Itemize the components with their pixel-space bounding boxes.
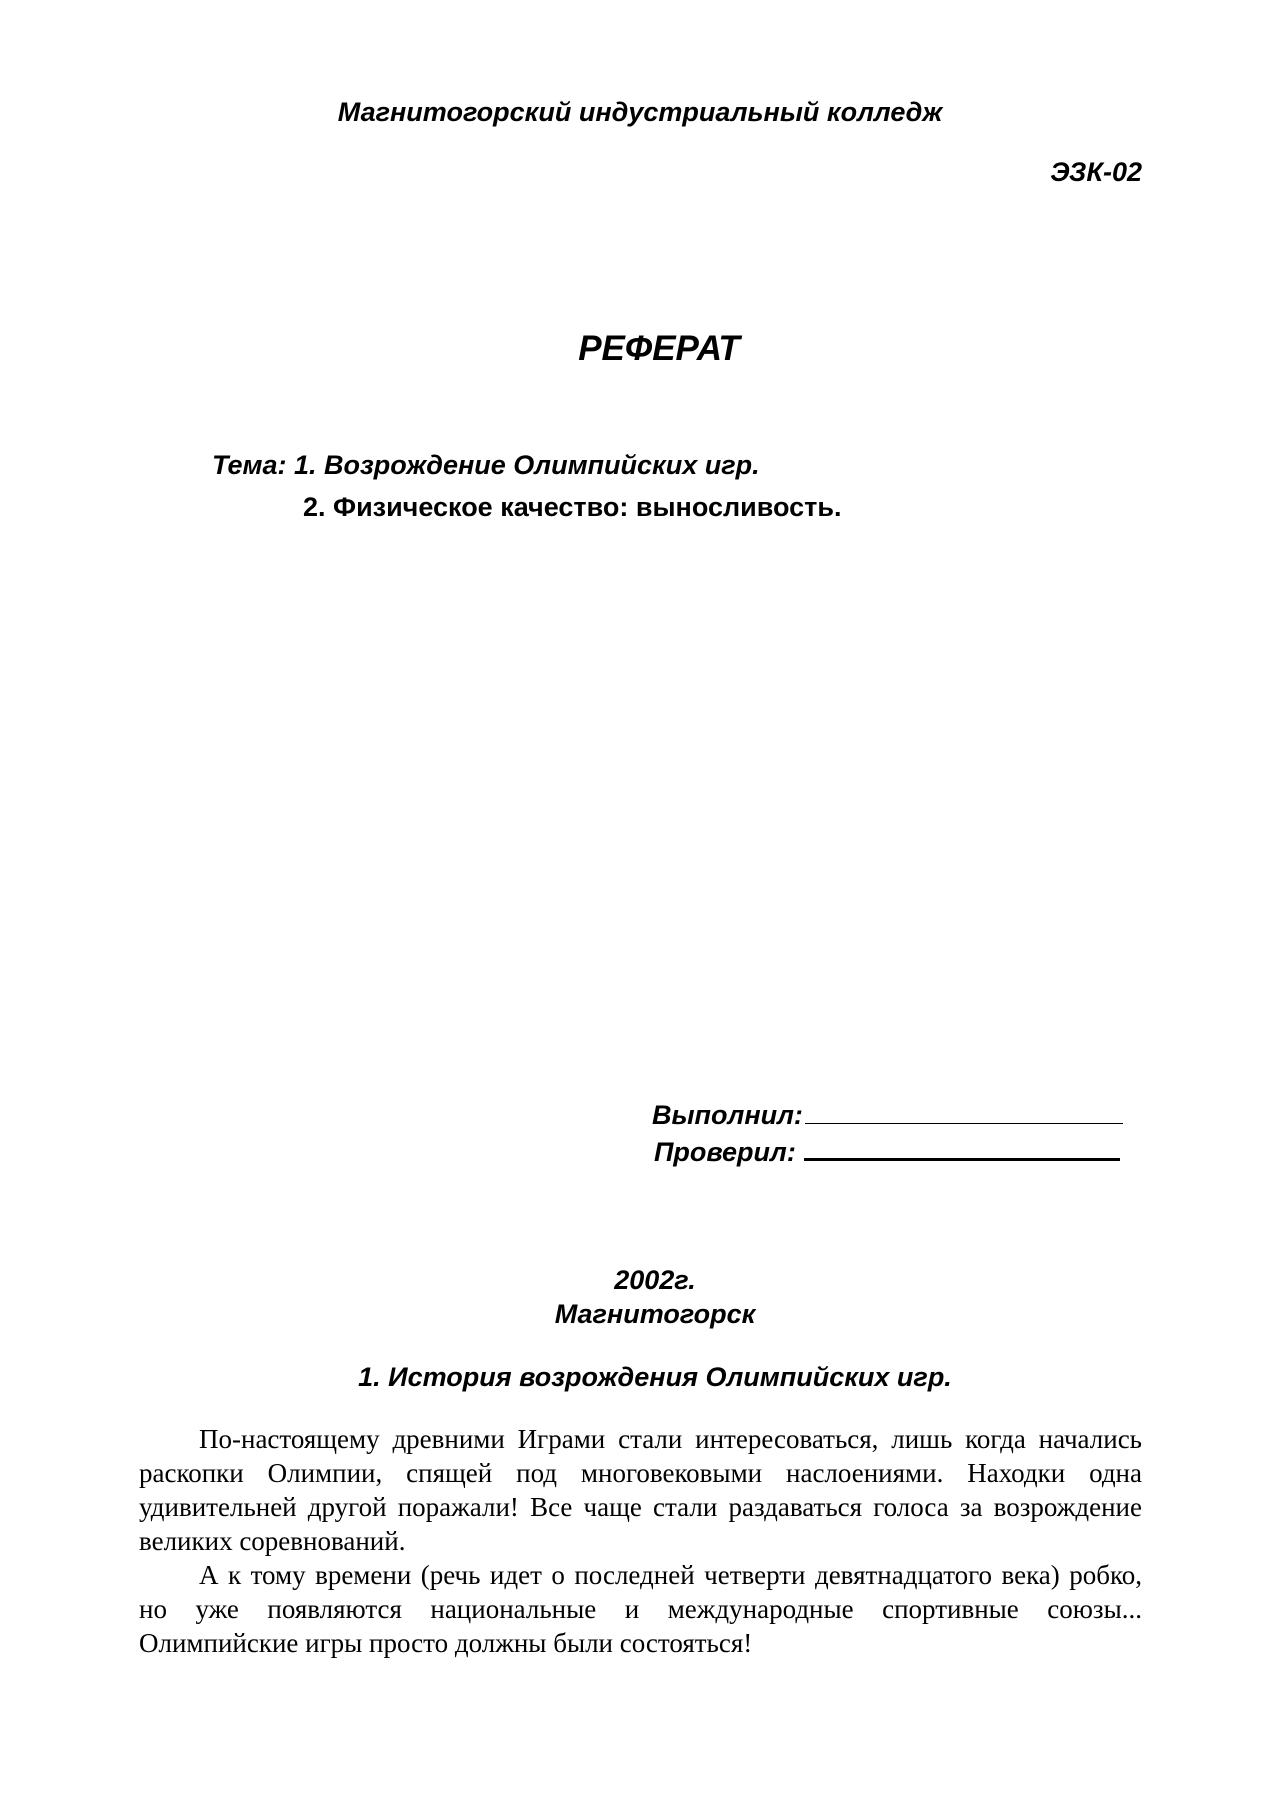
- signature-performed: [652, 1099, 1123, 1131]
- group-code: ЭЗК-02: [1050, 157, 1142, 187]
- year: 2002г.: [614, 1265, 696, 1295]
- topic-line-2: 2. Физическое качество: выносливость.: [303, 492, 842, 522]
- signature-performed-line: [805, 1099, 1123, 1124]
- signature-performed-label: Выполнил:: [652, 1100, 803, 1130]
- section-title: 1. История возрождения Олимпийских игр.: [358, 1362, 952, 1392]
- signature-checked-label: Проверил:: [654, 1137, 796, 1167]
- signature-checked: [654, 1134, 1120, 1168]
- paragraph: По-настоящему древними Играми стали интересоваться, лишь когда начались раскопки Олимпии, спящей под многовековыми наслоениями. Находки одна удивительней другой поражали! Все чаще стали раздаваться голоса за возрождение великих соревнований.: [139, 1424, 1142, 1556]
- topic-line-1: Тема: 1. Возрождение Олимпийских игр.: [212, 450, 760, 480]
- signature-checked-line: [804, 1134, 1120, 1161]
- city: Магнитогорск: [554, 1299, 756, 1329]
- document-type-title: РЕФЕРАТ: [578, 329, 740, 368]
- section-body: [139, 1422, 1142, 1660]
- paragraph: А к тому времени (речь идет о последней четверти девятнадцатого века) робко, но уже появляются национальные и международные спортивные союзы... Олимпийские игры просто должны были состояться!: [139, 1560, 1142, 1658]
- college-name: Магнитогорский индустриальный колледж: [337, 97, 943, 127]
